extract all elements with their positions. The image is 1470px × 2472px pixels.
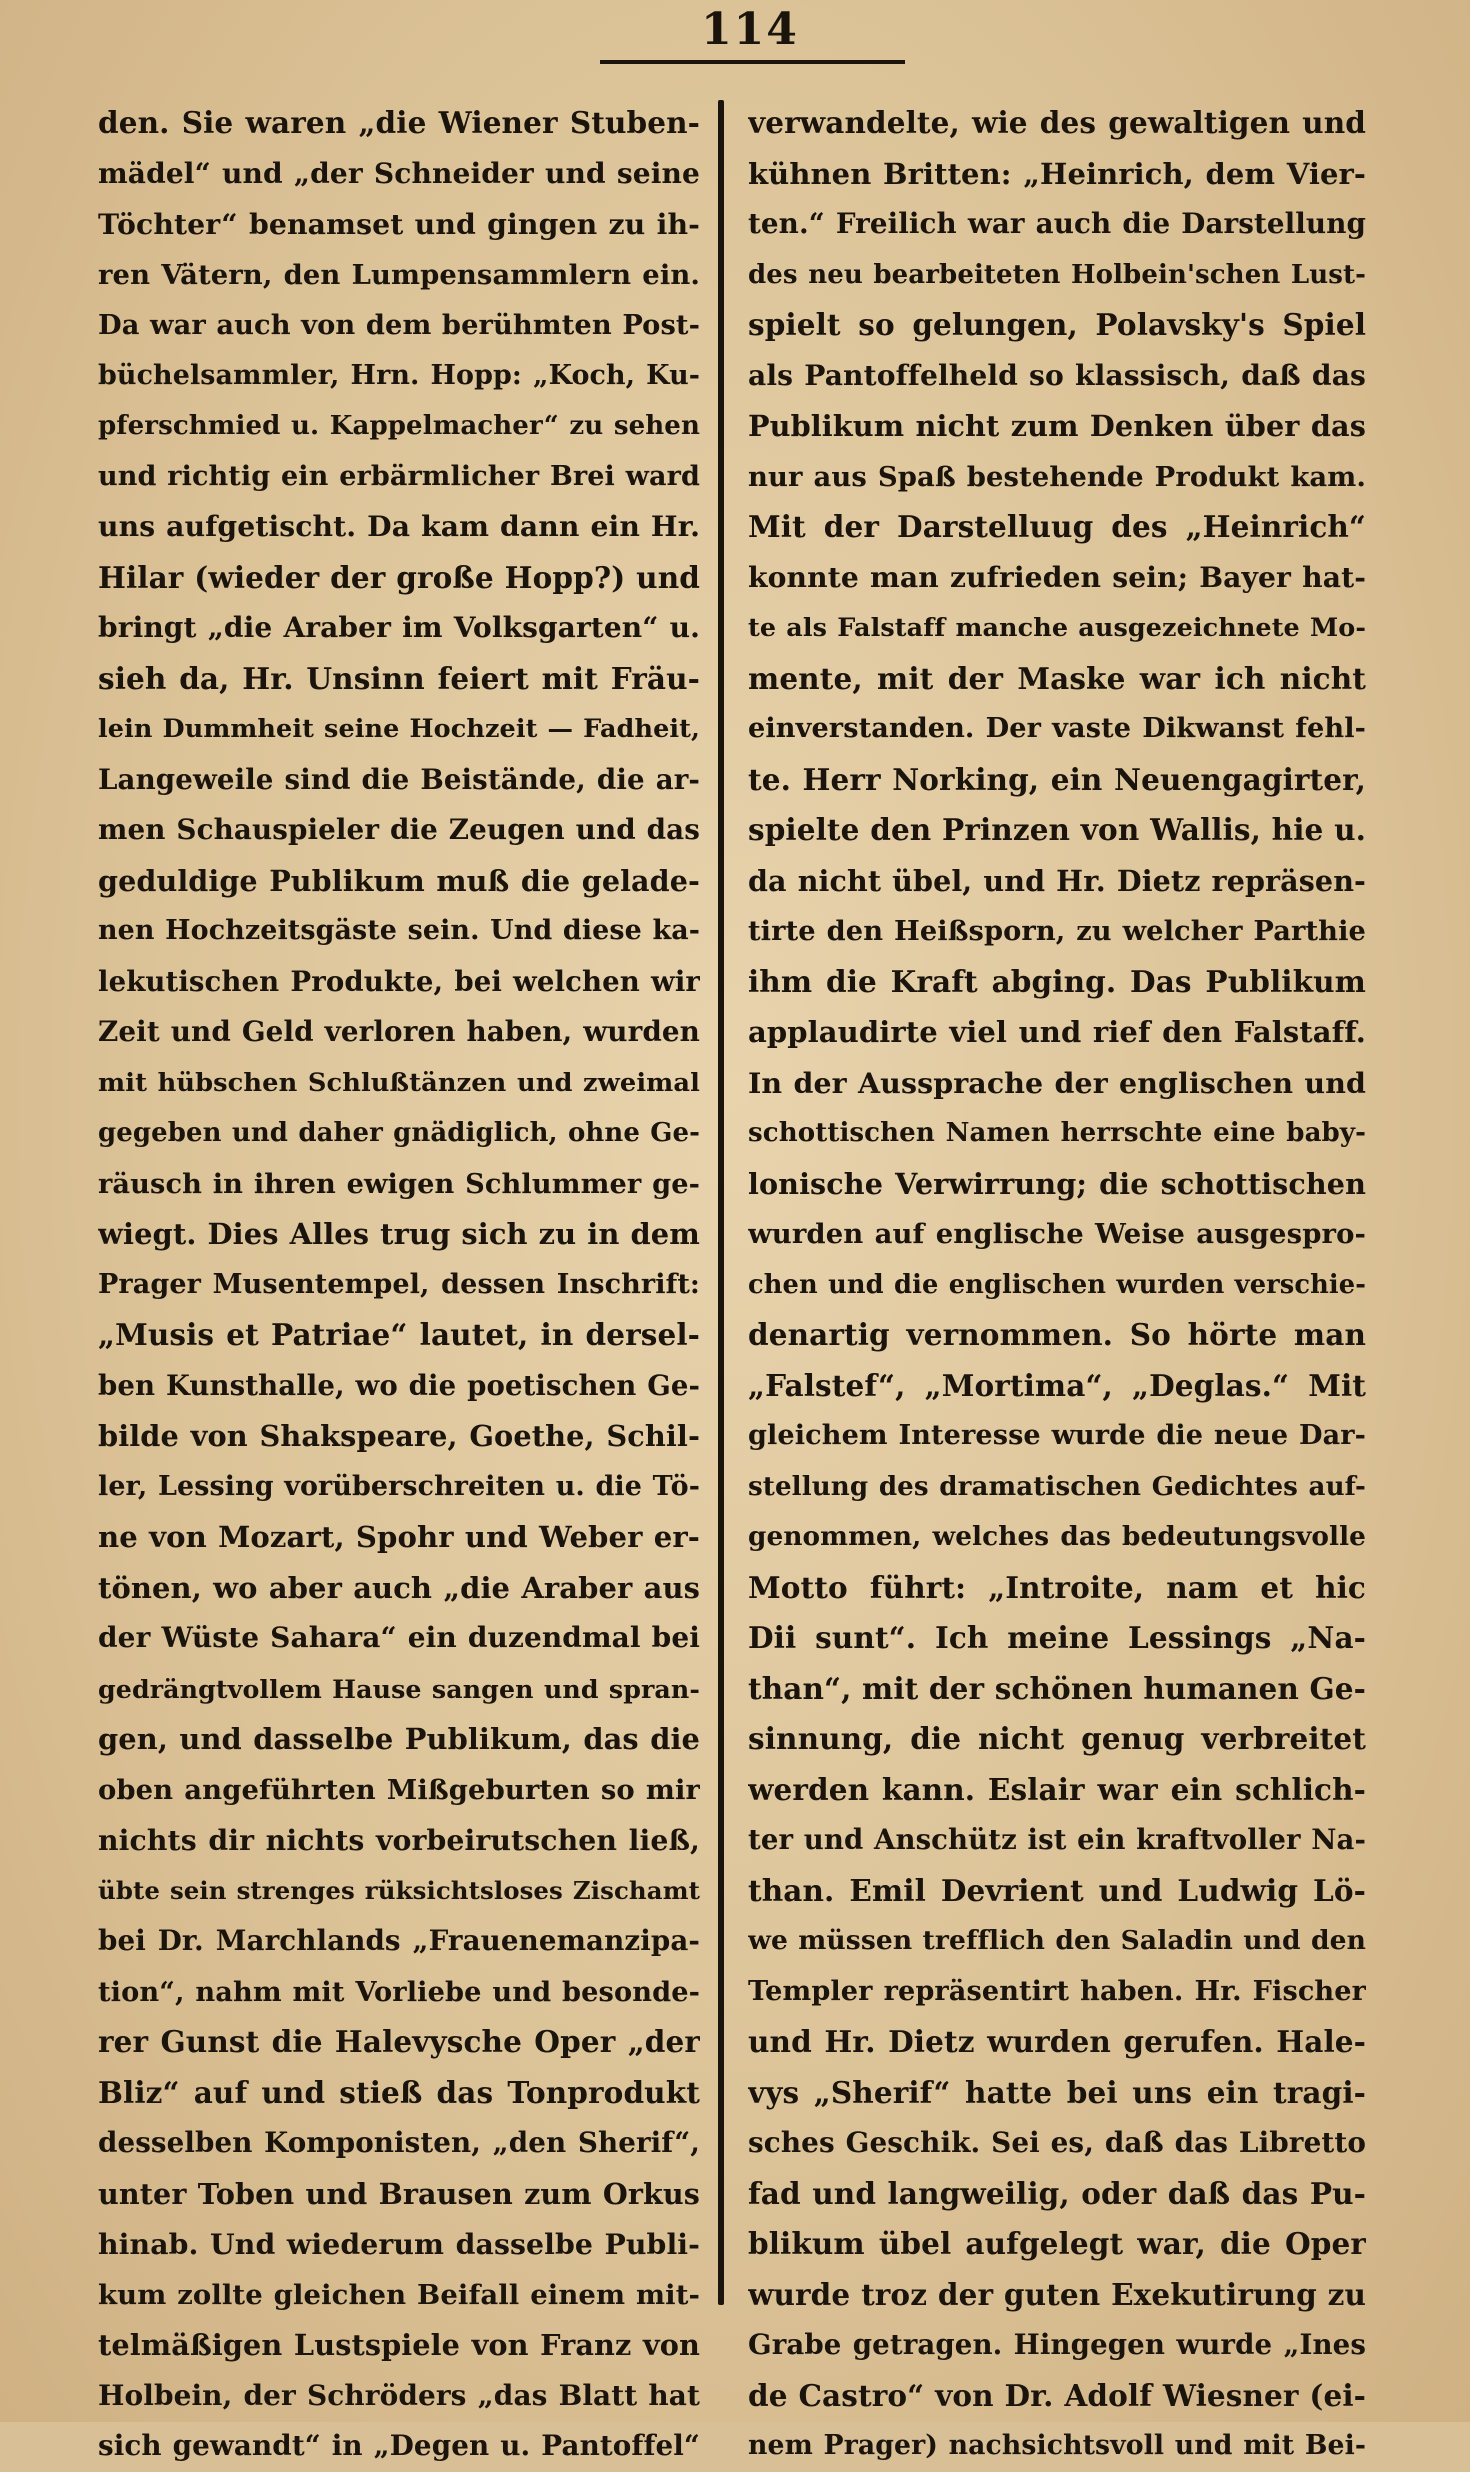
text-line: de Castro“ von Dr. Adolf Wiesner (ei- xyxy=(748,2377,1366,2413)
text-line: lein Dummheit seine Hochzeit — Fadheit, xyxy=(98,714,700,744)
text-line: „Musis et Patriae“ lautet, in dersel- xyxy=(98,1317,700,1352)
text-line: räusch in ihren ewigen Schlummer ge- xyxy=(98,1167,700,1200)
text-line: Langeweile sind die Beistände, die ar- xyxy=(98,762,700,796)
text-line: Motto führt: „Introite, nam et hic xyxy=(748,1569,1366,1605)
text-line: wurde troz der guten Exekutirung zu xyxy=(748,2276,1366,2312)
text-line: werden kann. Eslair war ein schlich- xyxy=(748,1771,1366,1807)
text-line: mit hübschen Schlußtänzen und zweimal xyxy=(98,1067,700,1098)
text-line: büchelsammler, Hrn. Hopp: „Koch, Ku- xyxy=(98,359,700,391)
text-line: gleichem Interesse wurde die neue Dar- xyxy=(748,1420,1366,1451)
text-line: bei Dr. Marchlands „Frauenemanzipa- xyxy=(98,1924,700,1957)
text-line: ler, Lessing vorüberschreiten u. die Tö- xyxy=(98,1470,700,1502)
text-line: wurden auf englische Weise ausgespro- xyxy=(748,1218,1366,1250)
text-line: stellung des dramatischen Gedichtes auf- xyxy=(748,1470,1366,1502)
text-line: „Falstef“, „Mortima“, „Deglas.“ Mit xyxy=(748,1367,1366,1403)
text-line: übte sein strenges rüksichtsloses Zischamt xyxy=(98,1875,700,1905)
text-line: lekutischen Produkte, bei welchen wir xyxy=(98,965,700,998)
text-line: einverstanden. Der vaste Dikwanst fehl- xyxy=(748,713,1366,744)
text-line: sches Geschik. Sei es, daß das Libretto xyxy=(748,2126,1366,2159)
text-line: Grabe getragen. Hingegen wurde „Ines xyxy=(748,2328,1366,2361)
text-line: genommen, welches das bedeutungsvolle xyxy=(748,1521,1366,1552)
text-line: verwandelte, wie des gewaltigen und xyxy=(748,105,1366,140)
text-line: Töchter“ benamset und gingen zu ih- xyxy=(98,207,700,241)
text-line: sieh da, Hr. Unsinn feiert mit Fräu- xyxy=(98,660,700,696)
text-line: ben Kunsthalle, wo die poetischen Ge- xyxy=(98,1369,700,1402)
text-line: Prager Musentempel, dessen Inschrift: xyxy=(98,1268,700,1300)
text-line: desselben Komponisten, „den Sherif“, xyxy=(98,2126,700,2159)
text-line: Zeit und Geld verloren haben, wurden xyxy=(98,1015,700,1048)
text-line: wiegt. Dies Alles trug sich zu in dem xyxy=(98,1217,700,1251)
column-divider xyxy=(718,100,724,2305)
text-line: bilde von Shakspeare, Goethe, Schil- xyxy=(98,1419,700,1453)
text-line: kum zollte gleichen Beifall einem mit- xyxy=(98,2278,700,2311)
text-line: spielt so gelungen, Polavsky's Spiel xyxy=(748,307,1366,342)
text-line: rer Gunst die Halevysche Oper „der xyxy=(98,2024,700,2059)
text-line: ren Vätern, den Lumpensammlern ein. xyxy=(98,258,700,291)
text-line: Hilar (wieder der große Hopp?) und xyxy=(98,559,700,595)
text-line: sich gewandt“ in „Degen u. Pantoffel“ xyxy=(98,2429,700,2462)
text-line: hinab. Und wiederum dasselbe Publi- xyxy=(98,2227,700,2261)
text-line: pferschmied u. Kappelmacher“ zu sehen xyxy=(98,411,700,441)
text-line: fad und langweilig, oder daß das Pu- xyxy=(748,2175,1366,2211)
text-line: unter Toben und Brausen zum Orkus xyxy=(98,2176,700,2211)
text-line: lonische Verwirrung; die schottischen xyxy=(748,1166,1366,1201)
text-line: than. Emil Devrient und Ludwig Lö- xyxy=(748,1872,1366,1908)
text-line: men Schauspieler die Zeugen und das xyxy=(98,813,700,846)
page-number xyxy=(0,4,1470,55)
text-line: vys „Sherif“ hatte bei uns ein tragi- xyxy=(748,2074,1366,2110)
text-line: spielte den Prinzen von Wallis, hie u. xyxy=(748,812,1366,847)
text-line: telmäßigen Lustspiele von Franz von xyxy=(98,2328,700,2362)
text-line: Publikum nicht zum Denken über das xyxy=(748,409,1366,443)
text-line: gedrängtvollem Hause sangen und spran- xyxy=(98,1673,700,1704)
text-line: kühnen Britten: „Heinrich, dem Vier- xyxy=(748,156,1366,191)
text-line: ne von Mozart, Spohr und Weber er- xyxy=(98,1520,700,1554)
text-line: nem Prager) nachsichtsvoll und mit Bei- xyxy=(748,2430,1366,2461)
text-line: ter und Anschütz ist ein kraftvoller Na- xyxy=(748,1824,1366,1856)
text-line: den. Sie waren „die Wiener Stuben- xyxy=(98,105,700,140)
text-line: Da war auch von dem berühmten Post- xyxy=(98,309,700,341)
text-line: Bliz“ auf und stieß das Tonprodukt xyxy=(98,2074,700,2110)
left-text-column xyxy=(98,98,700,2472)
text-line: than“, mit der schönen humanen Ge- xyxy=(748,1670,1366,1706)
text-line: we müssen trefflich den Saladin und den xyxy=(748,1925,1366,1956)
text-line: oben angeführten Mißgeburten so mir xyxy=(98,1773,700,1806)
text-line: tirte den Heißsporn, zu welcher Parthie xyxy=(748,915,1366,947)
text-line: und richtig ein erbärmlicher Brei ward xyxy=(98,460,700,492)
text-line: sinnung, die nicht genug verbreitet xyxy=(748,1721,1366,1756)
text-line: ihm die Kraft abging. Das Publikum xyxy=(748,963,1366,999)
text-line: te. Herr Norking, ein Neuengagirter, xyxy=(748,761,1366,797)
text-line: nichts dir nichts vorbeirutschen ließ, xyxy=(98,1823,700,1857)
text-line: und Hr. Dietz wurden gerufen. Hale- xyxy=(748,2024,1366,2059)
text-line: schottischen Namen herrschte eine baby- xyxy=(748,1118,1366,1148)
text-line: konnte man zufrieden sein; Bayer hat- xyxy=(748,560,1366,594)
page-number-text: 114 xyxy=(701,4,799,55)
text-line: Templer repräsentirt haben. Hr. Fischer xyxy=(748,1975,1366,2007)
text-line: bringt „die Araber im Volksgarten“ u. xyxy=(98,611,700,644)
text-line: mente, mit der Maske war ich nicht xyxy=(748,660,1366,696)
text-line: des neu bearbeiteten Holbein'schen Lust- xyxy=(748,259,1366,290)
text-line: tönen, wo aber auch „die Araber aus xyxy=(98,1570,700,1605)
text-line: mädel“ und „der Schneider und seine xyxy=(98,156,700,190)
text-line: Holbein, der Schröders „das Blatt hat xyxy=(98,2378,700,2412)
text-line: Mit der Darstelluug des „Heinrich“ xyxy=(748,509,1366,544)
text-line: gen, und dasselbe Publikum, das die xyxy=(98,1722,700,1756)
text-line: da nicht übel, und Hr. Dietz repräsen- xyxy=(748,863,1366,898)
text-line: nen Hochzeitsgäste sein. Und diese ka- xyxy=(98,915,700,946)
text-line: chen und die englischen wurden verschie- xyxy=(748,1269,1366,1300)
text-line: nur aus Spaß bestehende Produkt kam. xyxy=(748,460,1366,493)
text-line: applaudirte viel und rief den Falstaff. xyxy=(748,1015,1366,1049)
text-line: tion“, nahm mit Vorliebe und besonde- xyxy=(98,1975,700,2008)
text-line: gegeben und daher gnädiglich, ohne Ge- xyxy=(98,1118,700,1148)
text-line: denartig vernommen. So hörte man xyxy=(748,1317,1366,1352)
text-line: geduldige Publikum muß die gelade- xyxy=(98,863,700,898)
header-rule xyxy=(600,60,905,64)
right-text-column xyxy=(748,98,1366,2472)
text-line: als Pantoffelheld so klassisch, daß das xyxy=(748,358,1366,392)
text-line: blikum übel aufgelegt war, die Oper xyxy=(748,2226,1366,2261)
text-line: Dii sunt“. Ich meine Lessings „Na- xyxy=(748,1620,1366,1655)
text-line: In der Aussprache der englischen und xyxy=(748,1065,1366,1100)
text-line: der Wüste Sahara“ ein duzendmal bei xyxy=(98,1621,700,1654)
text-line: ten.“ Freilich war auch die Darstellung xyxy=(748,207,1366,240)
text-line: te als Falstaff manche ausgezeichnete Mo- xyxy=(748,613,1366,643)
text-line: uns aufgetischt. Da kam dann ein Hr. xyxy=(98,510,700,543)
